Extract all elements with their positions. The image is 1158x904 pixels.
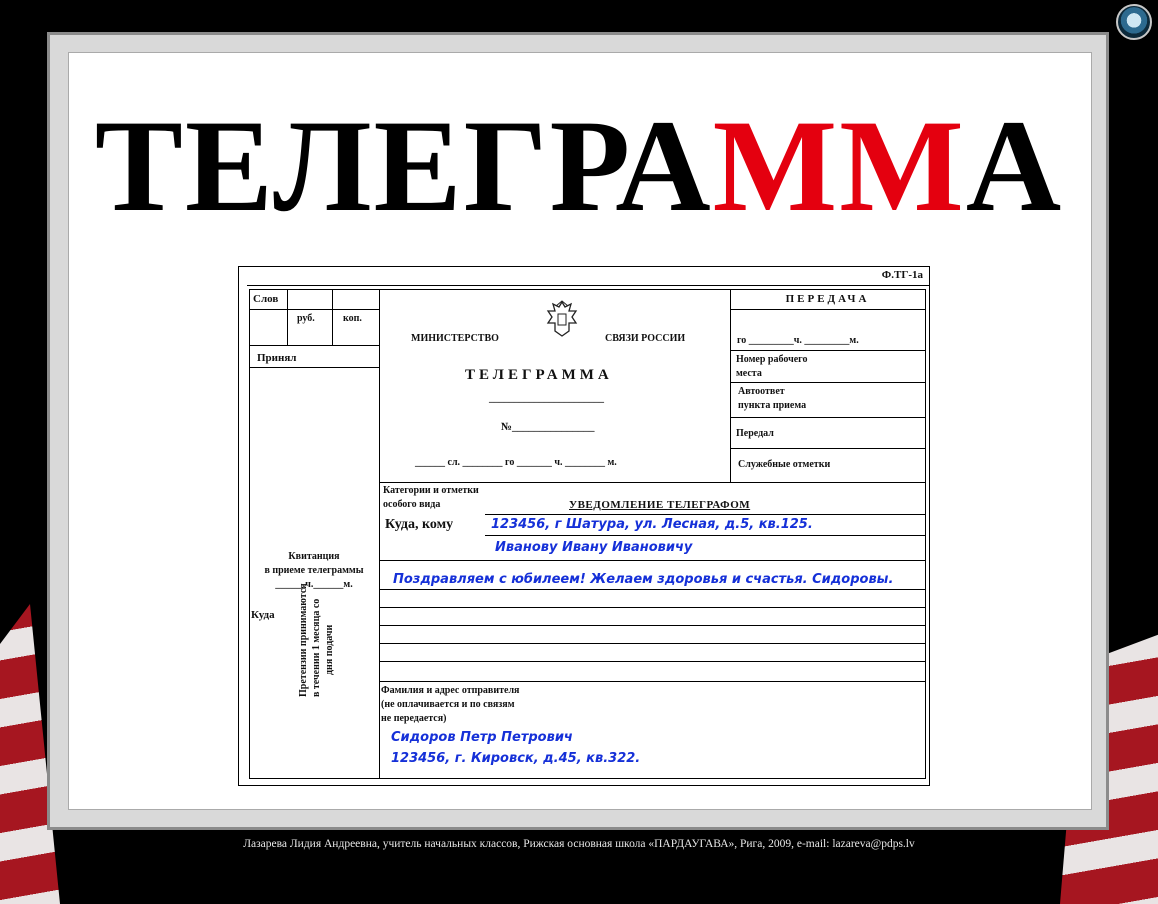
service-marks-label: Служебные отметки [738, 459, 831, 470]
message-rule-2 [379, 607, 925, 608]
title-part-red: ММ [712, 92, 966, 239]
autoanswer-label: Автоответ [738, 386, 785, 397]
kuda-komu-label: Куда, кому [385, 517, 454, 532]
ministry-label-2: СВЯЗИ РОССИИ [605, 333, 686, 344]
kop-separator [332, 289, 333, 345]
recipient-rule [379, 560, 925, 561]
workplace-label-2: места [736, 368, 762, 379]
coat-of-arms-icon [545, 299, 579, 339]
right-border [925, 289, 926, 779]
blank-line: _______________________ [489, 393, 604, 404]
price-rule [249, 345, 379, 346]
peredacha-rule [730, 309, 925, 310]
sender-label-3: не передается) [381, 713, 447, 724]
claim-note-line-2: в течении 1 месяца со [311, 598, 322, 697]
recipient-address[interactable]: 123456, г Шатура, ул. Лесная, д.5, кв.125. [491, 517, 813, 532]
prinyal-rule [249, 367, 379, 368]
sender-label-2: (не оплачивается и по связям [381, 699, 515, 710]
go-line: го _________ч. _________м. [737, 335, 859, 346]
bottom-border [249, 778, 925, 779]
claim-note-line-1: Претензии принимаются [298, 583, 309, 697]
body-top-rule [379, 482, 925, 483]
number-field: №_______________ [501, 421, 595, 433]
prinyal-label: Принял [257, 352, 297, 364]
slide-title [0, 92, 1158, 239]
logo-icon[interactable] [1116, 4, 1152, 40]
claim-note [297, 527, 336, 697]
sender-label: Фамилия и адрес отправителя [381, 685, 520, 696]
ministry-label: МИНИСТЕРСТВО [411, 333, 499, 344]
claim-note-line-3: дня подачи [324, 624, 335, 675]
rub-separator [287, 289, 288, 345]
autoanswer-rule [730, 417, 925, 418]
peredal-label: Передал [736, 428, 774, 439]
message-text[interactable]: Поздравляем с юбилеем! Желаем здоровья и счастья. Сидоровы. [393, 572, 894, 587]
title-part-black-2: А [965, 92, 1064, 239]
sender-top-rule [379, 681, 925, 682]
peredal-rule [730, 448, 925, 449]
categories-label-2: особого вида [383, 499, 441, 510]
recipient-name[interactable]: Иванову Ивану Ивановичу [495, 540, 693, 555]
sender-address[interactable]: 123456, г. Кировск, д.45, кв.322. [391, 751, 641, 766]
autoanswer-label-2: пункта приема [738, 400, 807, 411]
kuda-label: Куда [251, 609, 275, 621]
categories-label: Категории и отметки [383, 485, 479, 496]
slov-label: Слов [253, 293, 279, 305]
address-rule [485, 535, 925, 536]
slov-rule [249, 309, 379, 310]
receipt-time: ______ч.______м. [275, 579, 353, 590]
notification-rule [485, 514, 925, 515]
rub-label: руб. [297, 313, 315, 324]
left-column-separator [379, 289, 380, 779]
peredacha-heading: ПЕРЕДАЧА [785, 293, 870, 305]
left-border [249, 289, 250, 779]
workplace-rule [730, 382, 925, 383]
time-line: ______ сл. ________ го _______ ч. ________ м. [415, 457, 617, 468]
go-rule [730, 350, 925, 351]
message-rule-5 [379, 661, 925, 662]
sender-name[interactable]: Сидоров Петр Петрович [391, 730, 573, 745]
kop-label: коп. [343, 313, 362, 324]
message-rule-1 [379, 589, 925, 590]
telegram-form [238, 266, 930, 786]
receipt-line-2: в приеме телеграммы [264, 565, 364, 576]
form-code: Ф.ТГ-1а [881, 269, 923, 281]
header-top-line [249, 289, 925, 290]
footer-credits: Лазарева Лидия Андреевна, учитель начальных классов, Рижская основная школа «ПАРДАУГАВА», Рига, 2009, e-mail: lazareva@pdps.lv [243, 838, 915, 850]
message-rule-3 [379, 625, 925, 626]
receipt-title: Квитанция [288, 551, 340, 562]
notification-mark: УВЕДОМЛЕНИЕ ТЕЛЕГРАФОМ [569, 499, 751, 511]
top-rule [247, 285, 929, 286]
title-part-black-1: ТЕЛЕГРА [94, 92, 713, 239]
right-column-separator [730, 289, 731, 482]
workplace-label: Номер рабочего [736, 354, 808, 365]
telegram-heading: ТЕЛЕГРАММА [465, 367, 613, 383]
message-rule-4 [379, 643, 925, 644]
